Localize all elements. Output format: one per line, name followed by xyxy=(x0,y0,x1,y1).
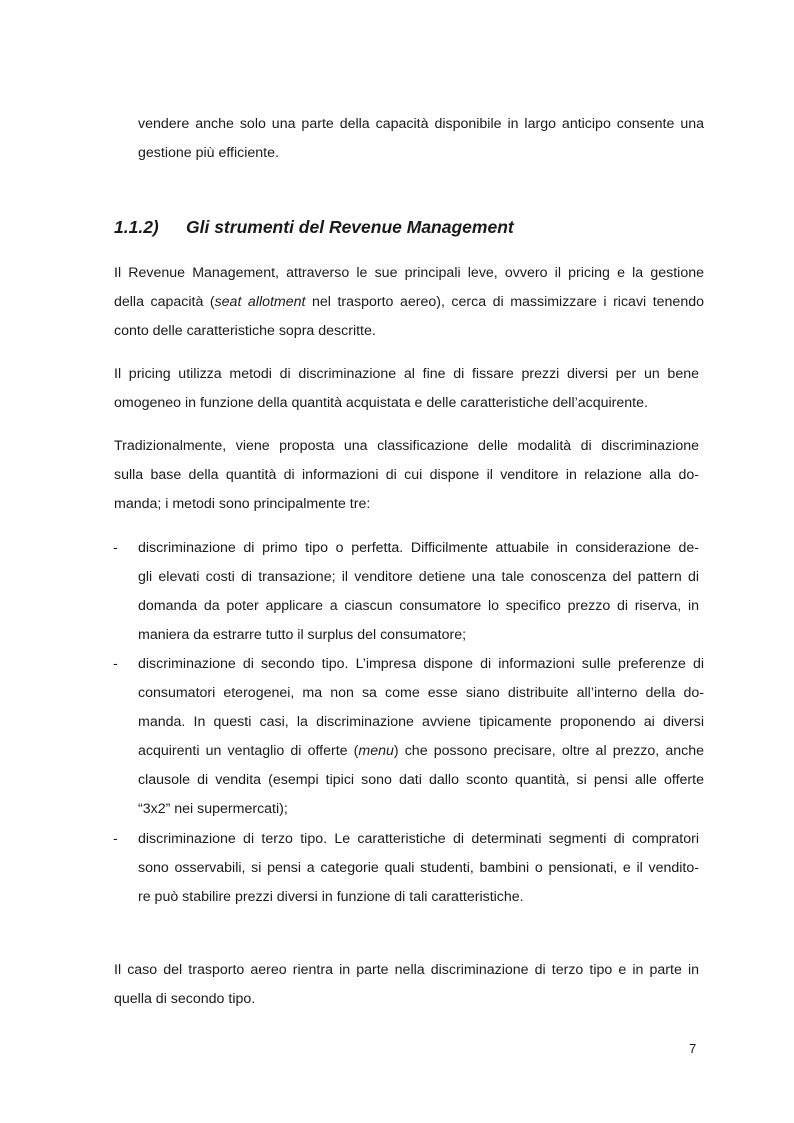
bullet3-line-2: sono osservabili, si pensi a categorie quali studenti, bambini o pensionati, e il vendito- xyxy=(138,860,699,876)
para1-line-1: Il Revenue Management, attraverso le sue principali leve, ovvero il pricing e la gestione xyxy=(114,265,704,281)
seat-allotment-term: seat allotment xyxy=(214,294,306,310)
menu-term: menu xyxy=(358,743,394,759)
para4-line-1: Il caso del trasporto aereo rientra in parte nella discriminazione di terzo tipo e in parte in xyxy=(114,962,699,978)
bullet2-line-4: acquirenti un ventaglio di offerte (menu) che possono precisare, oltre al prezzo, anche xyxy=(138,743,704,759)
intro-line-1: vendere anche solo una parte della capacità disponibile in largo anticipo consente una xyxy=(138,116,704,132)
bullet2-line-6: “3x2” nei supermercati); xyxy=(138,801,288,817)
bullet1-line-3: domanda da poter applicare a ciascun consumatore lo specifico prezzo di riserva, in xyxy=(138,598,699,614)
para3-line-2: sulla base della quantità di informazioni di cui dispone il venditore in relazione alla do- xyxy=(114,467,699,483)
para3-line-1: Tradizionalmente, viene proposta una classificazione delle modalità di discriminazione xyxy=(114,438,699,454)
para2-line-2: omogeneo in funzione della quantità acquistata e delle caratteristiche dell’acquirente. xyxy=(114,395,648,411)
para3-line-3: manda; i metodi sono principalmente tre: xyxy=(114,496,371,512)
bullet-marker-1: - xyxy=(113,540,118,556)
section-number: 1.1.2) xyxy=(114,217,159,237)
bullet1-line-1: discriminazione di primo tipo o perfetta. Difficilmente attuabile in considerazione de- xyxy=(138,540,699,556)
section-heading xyxy=(114,215,514,239)
bullet2-line-3: manda. In questi casi, la discriminazione avviene tipicamente proponendo ai diversi xyxy=(138,714,704,730)
intro-line-2: gestione più efficiente. xyxy=(138,145,279,161)
bullet2-line-1: discriminazione di secondo tipo. L’impresa dispone di informazioni sulle preferenze di xyxy=(138,656,704,672)
section-title: Gli strumenti del Revenue Management xyxy=(186,217,514,237)
bullet-marker-3: - xyxy=(113,831,118,847)
para2-line-1: Il pricing utilizza metodi di discriminazione al fine di fissare prezzi diversi per un bene xyxy=(114,366,699,382)
bullet2-line-2: consumatori eterogenei, ma non sa come esse siano distribuite all’interno della do- xyxy=(138,685,704,701)
bullet2-line-5: clausole di vendita (esempi tipici sono dati dallo sconto quantità, si pensi alle offerte xyxy=(138,772,704,788)
bullet3-line-1: discriminazione di terzo tipo. Le caratteristiche di determinati segmenti di compratori xyxy=(138,831,699,847)
bullet1-line-2: gli elevati costi di transazione; il venditore detiene una tale conoscenza del pattern di xyxy=(138,569,699,585)
bullet3-line-3: re può stabilire prezzi diversi in funzione di tali caratteristiche. xyxy=(138,889,524,905)
bullet1-line-4: maniera da estrarre tutto il surplus del consumatore; xyxy=(138,627,467,643)
bullet-marker-2: - xyxy=(113,656,118,672)
para4-line-2: quella di secondo tipo. xyxy=(114,991,256,1007)
para1-line-3: conto delle caratteristiche sopra descritte. xyxy=(114,323,376,339)
page-number: 7 xyxy=(689,1041,697,1056)
para1-line-2: della capacità (seat allotment nel trasporto aereo), cerca di massimizzare i ricavi tenendo xyxy=(114,294,704,310)
